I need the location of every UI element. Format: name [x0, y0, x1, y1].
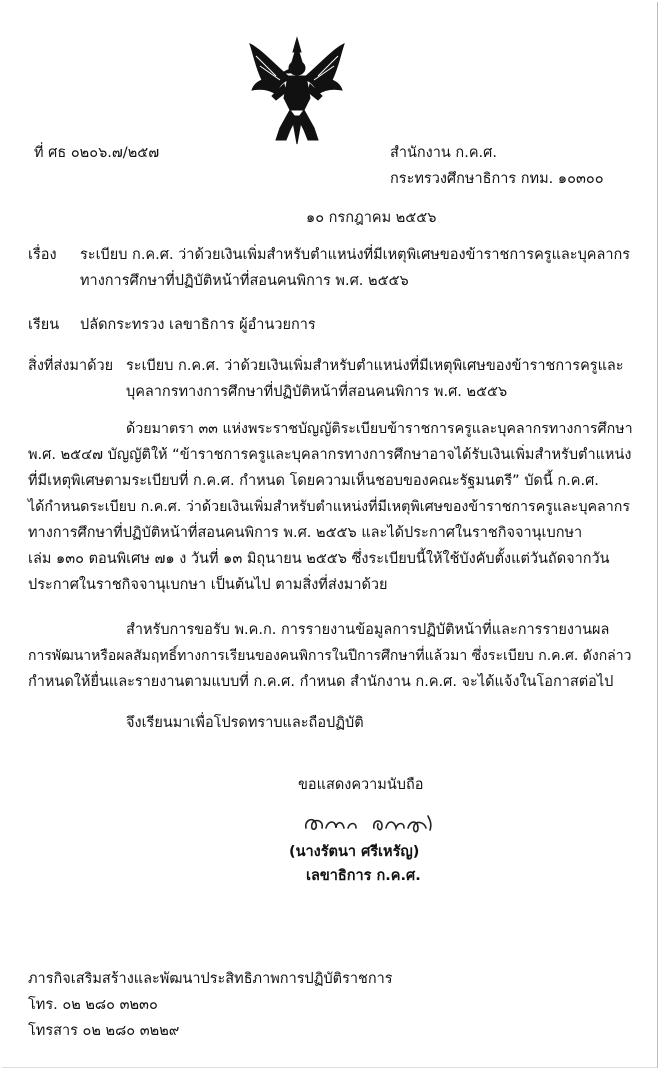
paragraph-1-line: ได้กำหนดระเบียบ ก.ค.ศ. ว่าด้วยเงินเพิ่มสำหรับตำแหน่งที่มีเหตุพิเศษของข้าราชการครูและบุคลากร	[28, 499, 631, 515]
footer-department: ภารกิจเสริมสร้างและพัฒนาประสิทธิภาพการปฏิบัติราชการ	[28, 971, 393, 987]
closing-salutation: ขอแสดงความนับถือ	[298, 777, 424, 793]
enclosure-label: สิ่งที่ส่งมาด้วย	[28, 358, 114, 374]
paragraph-2-line: สำหรับการขอรับ พ.ค.ก. การรายงานข้อมูลการปฏิบัติหน้าที่และการรายงานผล	[126, 622, 610, 638]
paragraph-1-line: ประกาศในราชกิจจานุเบกษา เป็นต้นไป ตามสิ่งที่ส่งมาด้วย	[28, 577, 388, 593]
footer-phone: โทร. ๐๒ ๒๘๐ ๓๒๓๐	[28, 997, 158, 1013]
paragraph-1-line: ที่มีเหตุพิเศษตามระเบียบที่ ก.ค.ศ. กำหนด โดยความเห็นชอบของคณะรัฐมนตรี” บัดนี้ ก.ค.ศ.	[28, 473, 599, 489]
paragraph-1-line: พ.ศ. ๒๕๔๗ บัญญัติให้ “ข้าราชการครูและบุคลากรทางการศึกษาอาจได้รับเงินเพิ่มสำหรับตำแหน่ง	[28, 447, 632, 463]
subject-line-1: ระเบียบ ก.ค.ศ. ว่าด้วยเงินเพิ่มสำหรับตำแหน่งที่มีเหตุพิเศษของข้าราชการครูและบุคลากร	[80, 247, 631, 263]
subject-label: เรื่อง	[28, 247, 57, 263]
office-name: สำนักงาน ก.ค.ศ.	[390, 145, 497, 161]
recipient-value: ปลัดกระทรวง เลขาธิการ ผู้อำนวยการ	[80, 317, 316, 333]
document-number: ที่ ศธ ๐๒๐๖.๗/๒๕๗	[34, 145, 160, 161]
enclosure-line-2: บุคลากรทางการศึกษาที่ปฏิบัติหน้าที่สอนคนพิการ พ.ศ. ๒๕๕๖	[126, 384, 508, 400]
paragraph-1-line: ด้วยมาตรา ๓๓ แห่งพระราชบัญญัติระเบียบข้าราชการครูและบุคลากรทางการศึกษา	[126, 421, 633, 437]
enclosure-line-1: ระเบียบ ก.ค.ศ. ว่าด้วยเงินเพิ่มสำหรับตำแหน่งที่มีเหตุพิเศษของข้าราชการครูและ	[126, 358, 624, 374]
footer-fax: โทรสาร ๐๒ ๒๘๐ ๓๒๒๙	[28, 1023, 180, 1039]
closing-request: จึงเรียนมาเพื่อโปรดทราบและถือปฏิบัติ	[126, 715, 364, 731]
office-address: กระทรวงศึกษาธิการ กทม. ๑๐๓๐๐	[390, 171, 604, 187]
paragraph-2-line: กำหนดให้ยื่นและรายงานตามแบบที่ ก.ค.ศ. กำหนด สำนักงาน ก.ค.ศ. จะได้แจ้งในโอกาสต่อไป	[28, 674, 614, 690]
garuda-emblem-icon	[246, 36, 348, 146]
signatory-title: เลขาธิการ ก.ค.ศ.	[306, 868, 421, 884]
document-date: ๑๐ กรกฎาคม ๒๕๕๖	[306, 210, 437, 226]
signatory-name: (นางรัตนา ศรีเหรัญ)	[289, 844, 420, 860]
paragraph-1-line: เล่ม ๑๓๐ ตอนพิเศษ ๗๑ ง วันที่ ๑๓ มิถุนายน ๒๕๕๖ ซึ่งระเบียบนี้ให้ใช้บังคับตั้งแต่วันถัดจากวัน	[28, 551, 610, 567]
handwritten-signature	[300, 808, 440, 842]
subject-line-2: ทางการศึกษาที่ปฏิบัติหน้าที่สอนคนพิการ พ.ศ. ๒๕๕๖	[80, 273, 409, 289]
paragraph-1-line: ทางการศึกษาที่ปฏิบัติหน้าที่สอนคนพิการ พ.ศ. ๒๕๕๖ และได้ประกาศในราชกิจจานุเบกษา	[28, 525, 583, 541]
recipient-label: เรียน	[28, 317, 60, 333]
paragraph-2-line: การพัฒนาหรือผลสัมฤทธิ์ทางการเรียนของคนพิการในปีการศึกษาที่แล้วมา ซึ่งระเบียบ ก.ค.ศ. ดังกล่าว	[28, 648, 632, 664]
